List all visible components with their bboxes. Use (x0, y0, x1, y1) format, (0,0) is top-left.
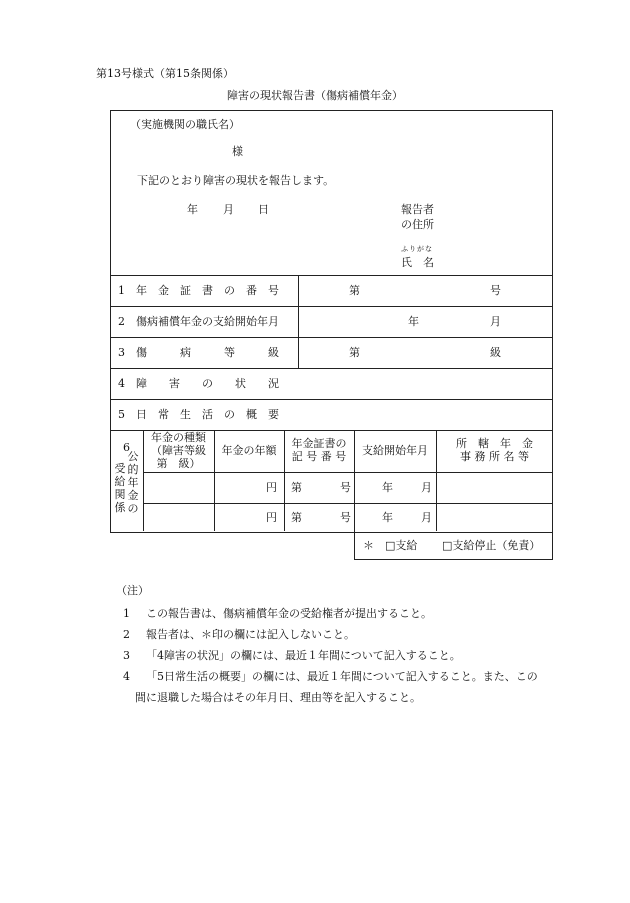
note-4-line2: 間に退職した場合はその年月日、理由等を記入すること。 (135, 691, 421, 704)
date-month[interactable]: 月 (223, 203, 234, 216)
divider (110, 368, 553, 369)
row3-dai[interactable]: 第 (349, 346, 360, 359)
pension2-go[interactable]: 号 (340, 511, 351, 524)
divider (110, 337, 553, 338)
pension2-dai[interactable]: 第 (291, 511, 302, 524)
pension1-yen[interactable]: 円 (266, 481, 277, 494)
name-label: 氏 名 (401, 256, 434, 269)
note-4-line1: 「5日常生活の概要」の欄には、最近１年間について記入すること。また、この (146, 670, 538, 683)
notes-heading: （注） (116, 584, 149, 597)
row2-month[interactable]: 月 (490, 315, 501, 328)
section6-vertical-a: 受給関係 (114, 462, 126, 514)
form-number: 第13号様式（第15条関係） (96, 67, 234, 80)
institution-label: （実施機関の職氏名） (130, 118, 240, 131)
pension1-year[interactable]: 年 (382, 481, 393, 494)
sama-label: 様 (232, 145, 243, 158)
row4-label: 4 障 害 の 状 況 (118, 377, 279, 390)
pension1-go[interactable]: 号 (340, 481, 351, 494)
divider (143, 503, 553, 504)
pension2-month[interactable]: 月 (421, 511, 432, 524)
divider (143, 472, 553, 473)
header-annual-amount: 年金の年額 (221, 444, 277, 457)
note-1: この報告書は、傷病補償年金の受給権者が提出すること。 (146, 607, 432, 620)
note-4-number: 4 (123, 670, 130, 683)
date-year[interactable]: 年 (187, 203, 198, 216)
divider (110, 399, 553, 400)
pension2-year[interactable]: 年 (382, 511, 393, 524)
pension2-yen[interactable]: 円 (266, 511, 277, 524)
note-3-number: 3 (123, 649, 130, 662)
date-day[interactable]: 日 (258, 203, 269, 216)
row3-kyu[interactable]: 級 (490, 346, 501, 359)
divider (110, 306, 553, 307)
header-start-date: 支給開始年月 (362, 444, 428, 457)
pension1-month[interactable]: 月 (421, 481, 432, 494)
payment-checkbox[interactable]: □支給 (385, 539, 418, 552)
row5-label: 5 日 常 生 活 の 概 要 (118, 408, 279, 421)
row2-year[interactable]: 年 (408, 315, 419, 328)
intro-text: 下記のとおり障害の現状を報告します。 (137, 174, 335, 187)
note-2-number: 2 (123, 628, 130, 641)
payment-stop-checkbox[interactable]: □支給停止（免責） (442, 539, 541, 552)
header-pension-type: 年金の種類 （障害等級 第 級） (151, 431, 206, 470)
row1-dai[interactable]: 第 (349, 284, 360, 297)
section6-vertical-b: 公的年金の (127, 450, 139, 515)
divider (298, 275, 299, 368)
row1-go[interactable]: 号 (490, 284, 501, 297)
row2-label: 2 傷病補償年金の支給開始年月 (118, 315, 279, 328)
reporter-label-1: 報告者 (401, 203, 434, 216)
note-2: 報告者は、＊印の欄には記入しないこと。 (146, 628, 355, 641)
pension1-dai[interactable]: 第 (291, 481, 302, 494)
page-title: 障害の現状報告書（傷病補償年金） (227, 89, 403, 102)
row3-label: 3 傷 病 等 級 (118, 346, 279, 359)
reporter-label-2: の住所 (401, 218, 434, 231)
header-office-name: 所 轄 年 金 事 務 所 名 等 (456, 437, 533, 463)
note-1-number: 1 (123, 607, 130, 620)
furigana-label: ふりがな (401, 245, 433, 253)
row1-label: 1 年 金 証 書 の 番 号 (118, 284, 279, 297)
section6-number: 6 (123, 441, 130, 454)
header-certificate-number: 年金証書の 記 号 番 号 (291, 437, 347, 463)
note-3: 「4障害の状況」の欄には、最近１年間について記入すること。 (146, 649, 461, 662)
divider (110, 275, 553, 276)
asterisk-mark: ＊ (363, 539, 374, 552)
